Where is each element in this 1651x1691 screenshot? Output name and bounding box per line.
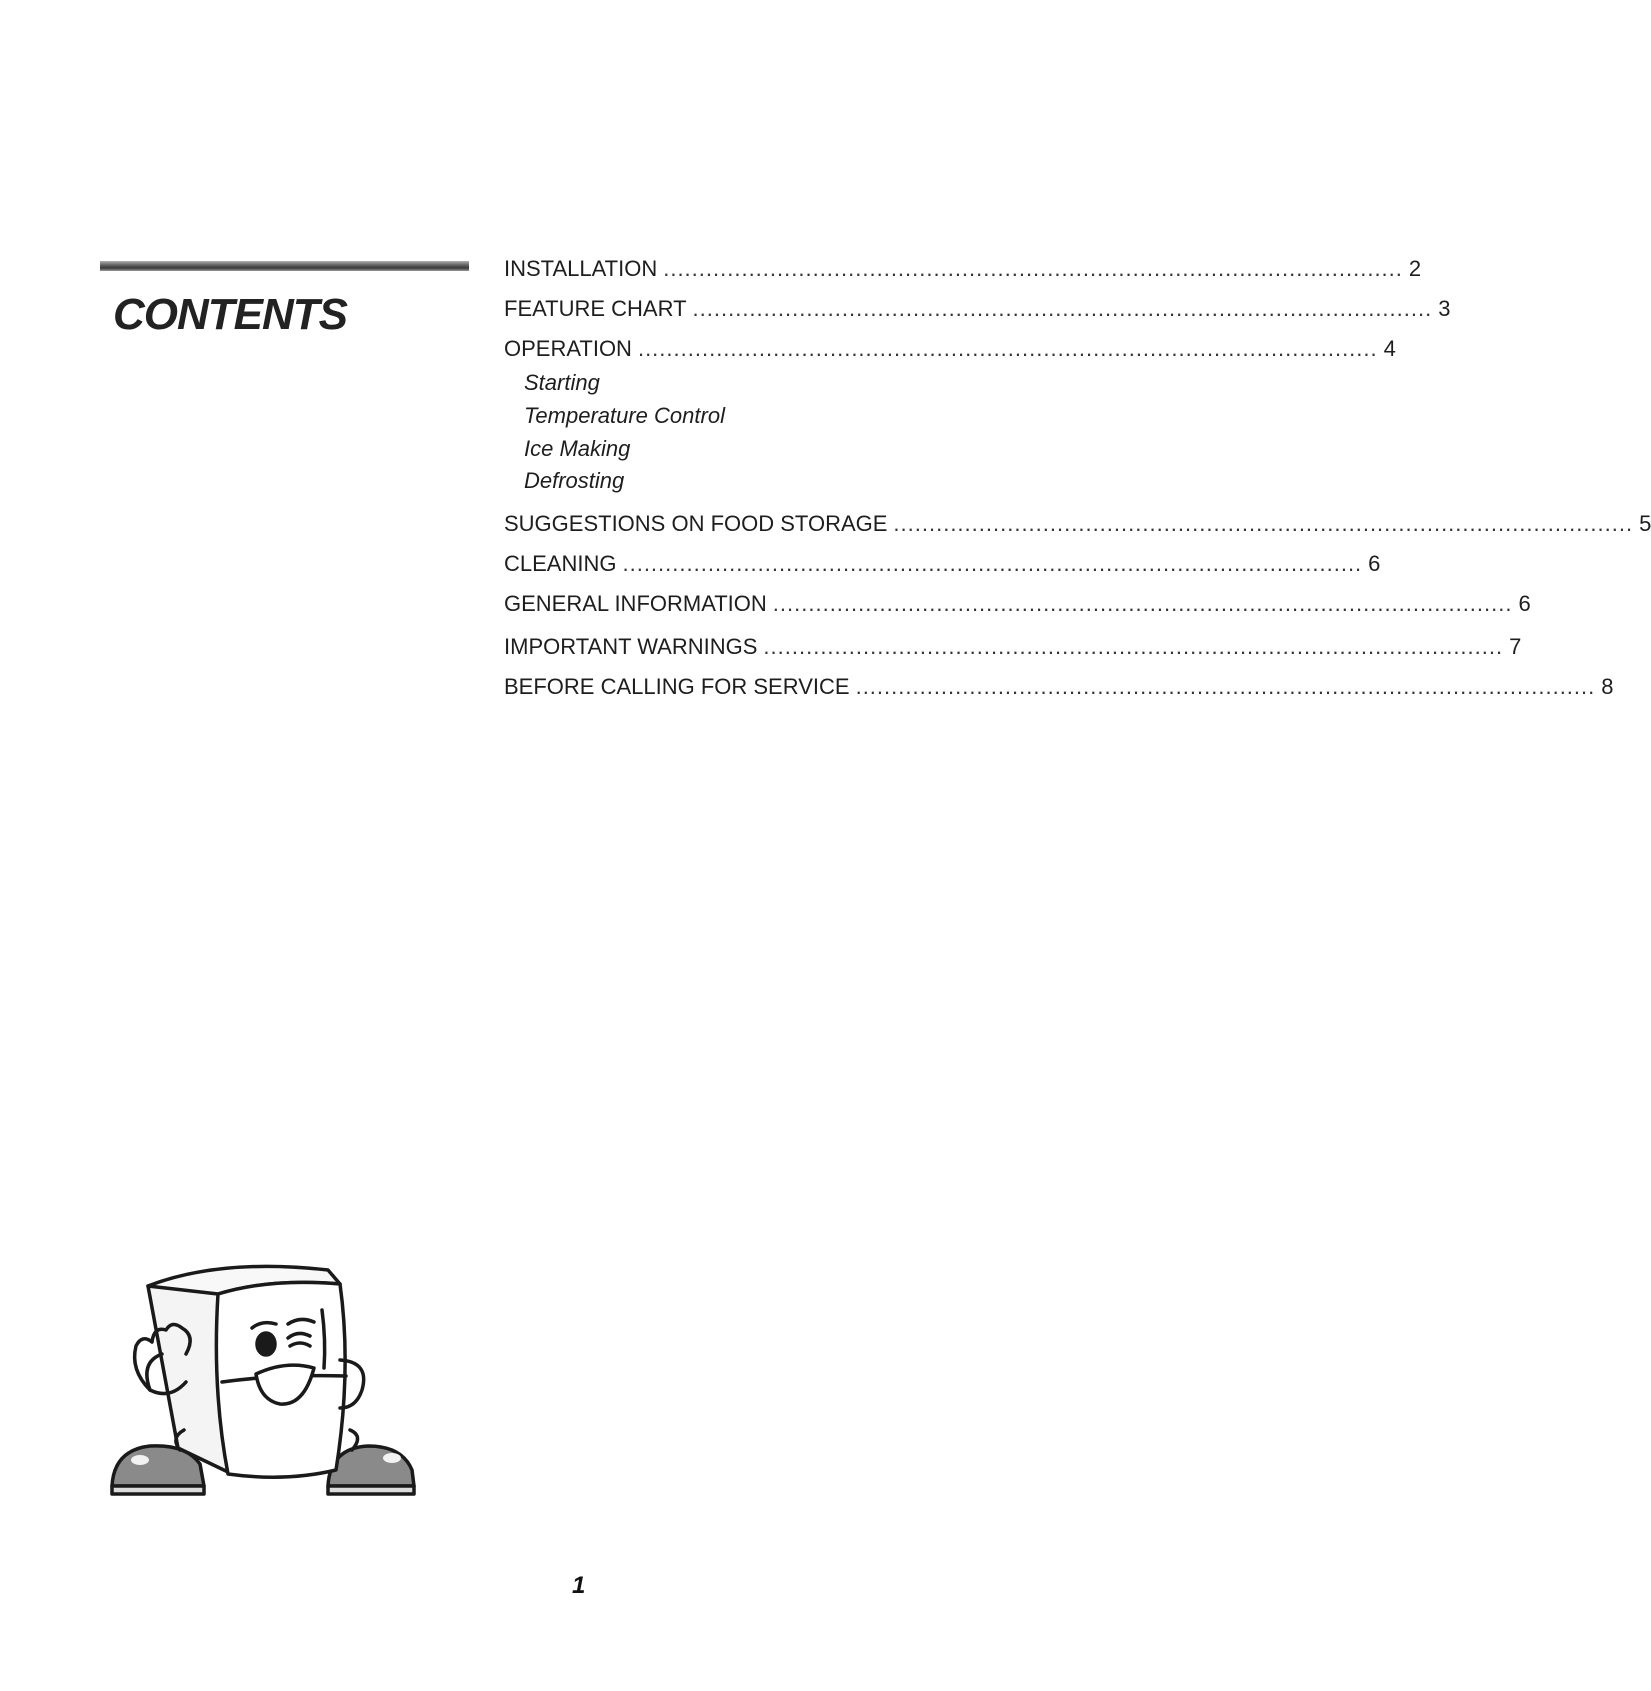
toc-leader-dots: ........................................................................................................ xyxy=(622,551,1363,576)
toc-entry-label: INSTALLATION xyxy=(504,256,658,281)
toc-entry-page: 6 xyxy=(1368,551,1381,576)
toc-entry-label: IMPORTANT WARNINGS xyxy=(504,634,758,659)
toc-leader-dots: ........................................................................................................ xyxy=(772,591,1513,616)
toc-entry-label: OPERATION xyxy=(504,336,632,361)
toc-subentry-defrosting[interactable]: Defrosting xyxy=(524,468,625,493)
toc-entry-label: CLEANING xyxy=(504,551,617,576)
toc-entry-label: SUGGESTIONS ON FOOD STORAGE xyxy=(504,511,888,536)
toc-leader-dots: ........................................................................................................ xyxy=(763,634,1504,659)
refrigerator-mascot-icon xyxy=(100,1250,440,1510)
toc-entry-label: GENERAL INFORMATION xyxy=(504,591,767,616)
toc-leader-dots: ........................................................................................................ xyxy=(855,674,1596,699)
page-number: 1 xyxy=(572,1572,586,1599)
toc-entry-page: 5 xyxy=(1639,511,1651,536)
toc-entry-installation[interactable] xyxy=(504,256,1422,284)
toc-leader-dots: ........................................................................................................ xyxy=(893,511,1634,536)
toc-leader-dots: ........................................................................................................ xyxy=(692,296,1433,321)
toc-entry-page: 7 xyxy=(1509,634,1522,659)
toc-entry-cleaning[interactable] xyxy=(504,551,1381,579)
toc-leader-dots: ........................................................................................................ xyxy=(637,336,1378,361)
toc-subentry-starting[interactable]: Starting xyxy=(524,370,600,395)
toc-entry-label: FEATURE CHART xyxy=(504,296,687,321)
toc-entry-important-warnings[interactable] xyxy=(504,634,1522,662)
toc-entry-feature-chart[interactable] xyxy=(504,296,1451,324)
toc-entry-operation[interactable] xyxy=(504,336,1396,364)
toc-entry-page: 6 xyxy=(1518,591,1531,616)
page-title: CONTENTS xyxy=(113,290,347,339)
toc-entry-before-calling-service[interactable] xyxy=(504,674,1614,702)
toc-entry-general-information[interactable] xyxy=(504,591,1531,619)
toc-entry-page: 8 xyxy=(1601,674,1614,699)
toc-leader-dots: ........................................................................................................ xyxy=(663,256,1403,281)
toc-entry-page: 2 xyxy=(1408,256,1422,281)
toc-entry-page: 3 xyxy=(1438,296,1451,321)
toc-entry-page: 4 xyxy=(1383,336,1396,361)
toc-subentry-temperature-control[interactable]: Temperature Control xyxy=(524,403,725,428)
toc-subentry-ice-making[interactable]: Ice Making xyxy=(524,436,631,461)
toc-entry-food-storage[interactable] xyxy=(504,511,1651,539)
title-rule xyxy=(100,261,469,271)
toc-entry-label: BEFORE CALLING FOR SERVICE xyxy=(504,674,850,699)
